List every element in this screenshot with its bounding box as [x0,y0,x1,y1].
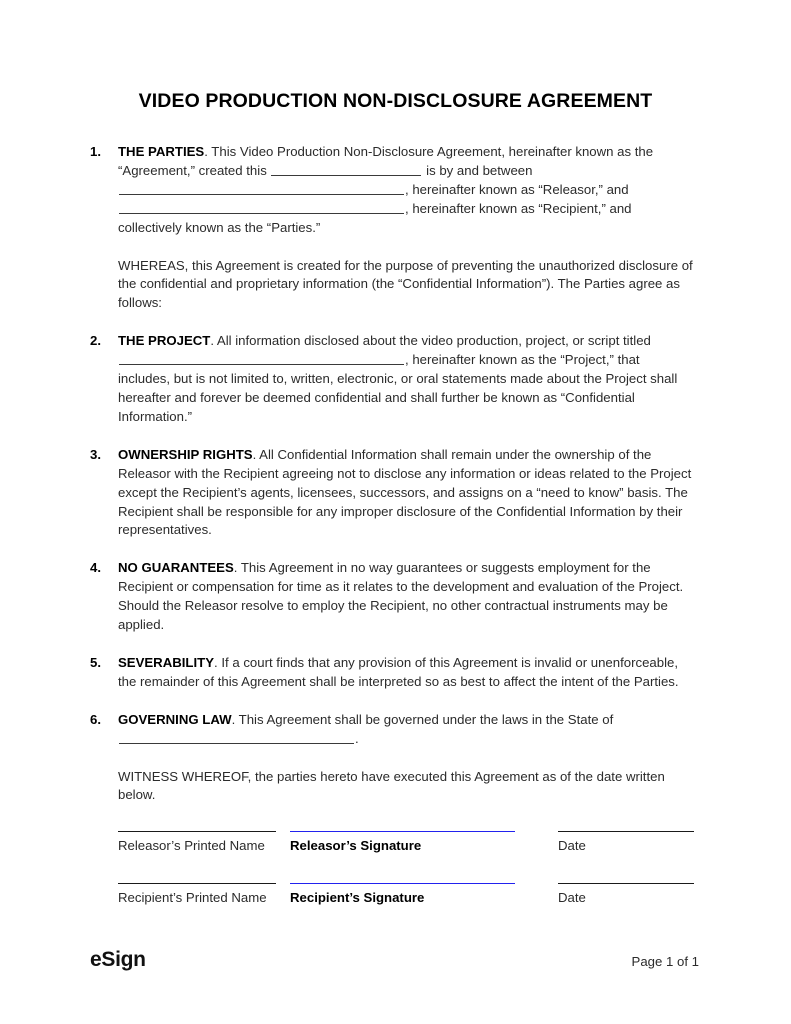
releasor-date-cell [558,831,698,856]
clause-text-intro: . All information disclosed about the video production, project, or script titled [210,333,651,349]
clause-text-is-by-and-between: is by and between [426,162,533,178]
clause-number: 2. [90,333,101,349]
clause-text-intro: . This Agreement shall be governed under the laws in the State of [231,711,614,727]
page-title: VIDEO PRODUCTION NON-DISCLOSURE AGREEMENT [138,90,653,112]
recipient-date-label: Date [558,890,586,906]
clause-heading: NO GUARANTEES [118,560,234,576]
clause-text-body: includes, but is not limited to, written, electronic, or oral statements made about the Project shall hereafter and forever be deemed confidential and shall further be known as “Confidential Information.” [118,371,678,424]
witness-paragraph: WITNESS WHEREOF, the parties hereto have executed this Agreement as of the date written below. [118,768,665,803]
date-created-blank[interactable] [271,162,421,176]
recipient-printed-name-label: Recipient’s Printed Name [118,890,267,906]
clause-text-intro: . This Video Production Non-Disclosure Agreement, hereinafter known as the “Agreement,” created this [118,144,654,178]
recipient-date-cell [558,883,698,908]
project-suffix-text: , hereinafter known as the “Project,” that [405,352,640,368]
project-title-line-row [118,351,699,370]
clause-number: 6. [90,711,101,727]
recipient-line-row [118,200,699,219]
clause-the-project [90,332,699,427]
signature-row-releasor [118,831,699,856]
recipient-printed-name-cell [118,883,290,908]
clause-body [118,332,699,427]
signature-block [90,831,699,908]
clause-body [118,654,699,692]
governing-state-line-row [118,730,699,749]
releasor-printed-name-cell [118,831,290,856]
recipient-suffix-text: , hereinafter known as “Recipient,” and [405,200,632,216]
releasor-name-blank[interactable] [119,181,404,195]
esign-logo: eSign [90,948,146,971]
clause-the-parties [90,143,699,238]
releasor-line-row [118,181,699,200]
governing-state-blank[interactable] [119,730,354,744]
releasor-suffix-text: , hereinafter known as “Releasor,” and [405,181,629,197]
clause-heading: OWNERSHIP RIGHTS [118,446,253,462]
clause-text-body: . This Agreement in no way guarantees or suggests employment for the Recipient or compensation for time as it relates to the development and evaluation of the Project. Should the Releasor resolve to employ the Recipient, no other contractual instruments may be applied. [118,560,684,633]
clause-number: 5. [90,654,101,670]
clause-number: 4. [90,560,101,576]
whereas-paragraph: WHEREAS, this Agreement is created for the purpose of preventing the unauthorized disclosure of the confidential and proprietary information (the “Confidential Information”). The Parties agree as follows: [118,257,693,311]
governing-law-period: . [355,730,359,746]
clause-body [118,711,699,749]
releasor-date-label: Date [558,838,586,854]
recipient-signature-cell [290,883,558,908]
document-body [0,143,791,908]
clause-number: 1. [90,144,101,159]
recipient-name-blank[interactable] [119,200,404,214]
releasor-signature-cell [290,831,558,856]
clause-body [118,446,699,541]
clause-ownership-rights [90,446,699,541]
clause-heading: THE PROJECT [118,333,211,349]
clause-no-guarantees [90,559,699,635]
clause-heading: SEVERABILITY [118,654,214,670]
releasor-printed-name-label: Releasor’s Printed Name [118,838,265,854]
clause-severability [90,654,699,692]
signature-row-recipient [118,883,699,908]
recipient-signature-label: Recipient’s Signature [290,890,425,906]
clause-heading: GOVERNING LAW [118,711,232,727]
clause-text-body: . All Confidential Information shall remain under the ownership of the Releasor with the Recipient agreeing not to disclose any information or ideas related to the Project except the Recipient’s agents, licensees, successors, and assigns on a “need to know” basis. The Recipient shall be responsible for any improper disclosure of the Confidential Information by their representatives. [118,446,692,538]
page-footer [90,948,699,972]
clause-body [118,143,699,238]
releasor-signature-label: Releasor’s Signature [290,838,422,854]
clause-number: 3. [90,446,101,462]
clause-text-body: . If a court finds that any provision of this Agreement is invalid or unenforceable, the remainder of this Agreement shall be interpreted so as best to affect the intent of the Parties. [118,654,679,689]
clause-governing-law [90,711,699,749]
clause-heading: THE PARTIES [118,144,205,159]
parties-collective-text: collectively known as the “Parties.” [118,219,321,235]
clause-body [118,559,699,635]
page-number-label: Page 1 of 1 [631,954,699,969]
project-title-blank[interactable] [119,351,404,365]
